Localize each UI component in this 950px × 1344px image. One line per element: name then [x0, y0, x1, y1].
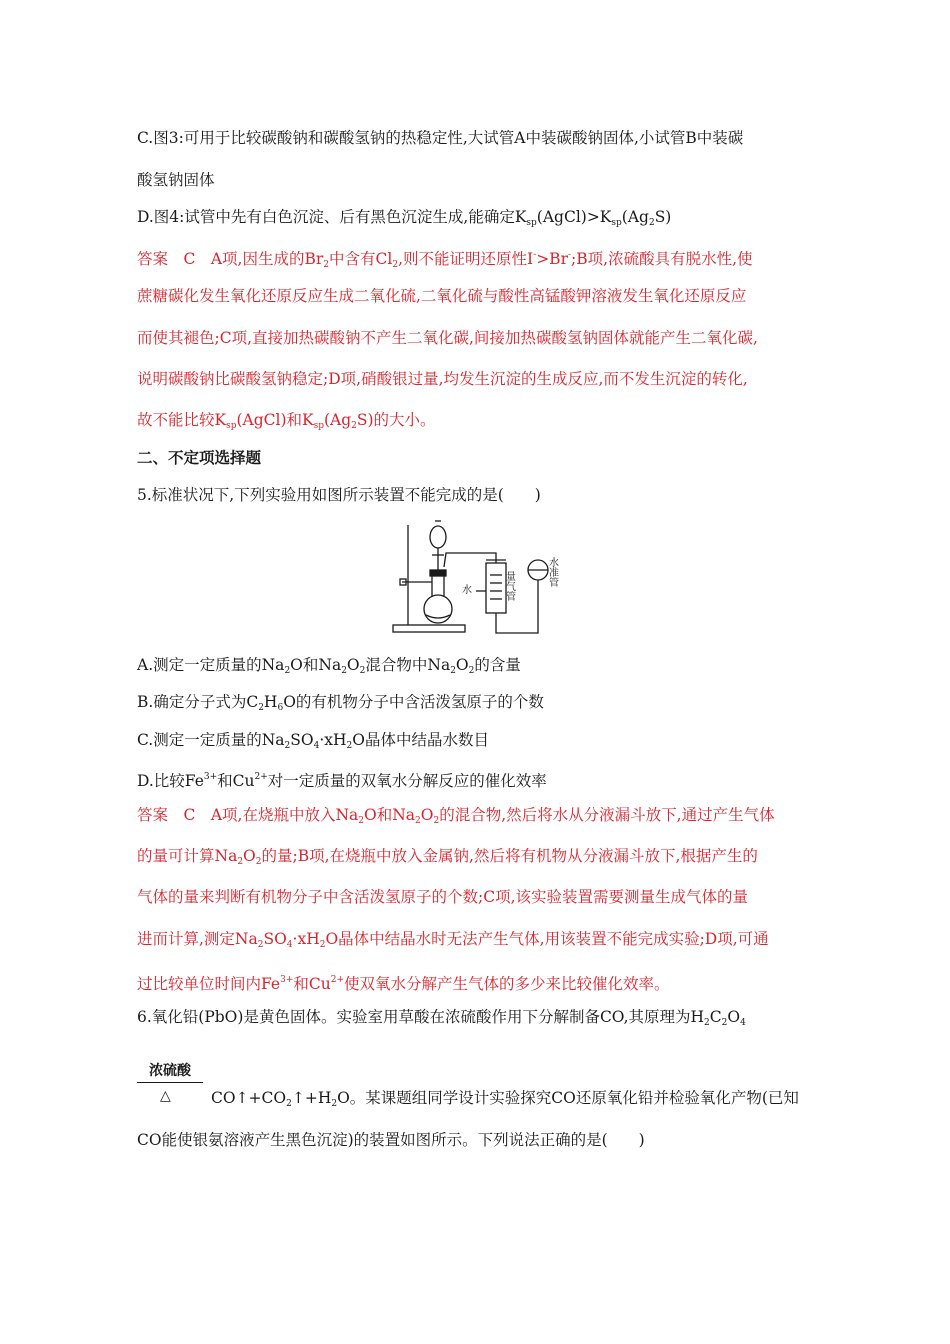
reaction-arrow-bar: [137, 1082, 203, 1083]
option-b: B.确定分子式为$C_2H_6O$的有机物分子中含活泼氢原子的个数: [137, 693, 544, 713]
condition-reagent: 浓硫酸: [149, 1063, 191, 1079]
option-c: C.测定一定质量的$Na_2SO_4\cdot xH_2O$晶体中结晶水数目: [137, 731, 489, 751]
answer-1-line5: 故不能比较$K_{sp}(AgCl)$和$K_{sp}(Ag_2S)$的大小。: [137, 411, 436, 431]
question-6-line1: 6.氧化铅(PbO)是黄色固体。实验室用草酸在浓硫酸作用下分解制备CO,其原理为$H_2C_2O_4$: [137, 1008, 746, 1028]
rubber-tube: [496, 580, 538, 633]
section-heading: 二、不定项选择题: [137, 449, 262, 467]
dropping-funnel: [430, 526, 446, 548]
apparatus-diagram: [388, 515, 568, 637]
question-6-line3: CO能使银氨溶液产生黑色沉淀)的装置如图所示。下列说法正确的是( ): [137, 1131, 645, 1149]
question-6-line2: $CO↑+CO_2↑+H_2O$。某课题组同学设计实验探究CO还原氧化铅并检验氧化产物(已知: [211, 1089, 799, 1109]
option-c-line1: C.图3:可用于比较碳酸钠和碳酸氢钠的热稳定性,大试管A中装碳酸钠固体,小试管B中装碳: [137, 129, 744, 147]
option-a: A.测定一定质量的$Na_2O$和$Na_2O_2$混合物中$Na_2O_2$的含量: [137, 656, 521, 676]
question-5: 5.标准状况下,下列实验用如图所示装置不能完成的是( ): [137, 486, 541, 504]
answer-2-line5: 过比较单位时间内$Fe^{3+}$和$Cu^{2+}$使双氧水分解产生气体的多少来比较催化效率。: [137, 975, 670, 993]
option-d-line: D.图4:试管中先有白色沉淀、后有黑色沉淀生成,能确定$K_{sp}(AgCl)>K_{sp}(Ag_2S)$: [137, 208, 672, 228]
label-gas-tube: 量气管: [503, 571, 515, 601]
answer-1-line4: 说明碳酸钠比碳酸氢钠稳定;D项,硝酸银过量,均发生沉淀的生成反应,而不发生沉淀的转化,: [137, 370, 748, 388]
reaction-condition: [137, 1060, 203, 1083]
label-leveling-tube: 水准管: [546, 557, 558, 587]
flask: [424, 595, 452, 623]
heat-symbol: △: [160, 1088, 171, 1104]
answer-2-line2: 的量可计算$Na_2O_2$的量;B项,在烧瓶中放入金属钠,然后将有机物从分液漏斗放下,根据产生的: [137, 847, 758, 867]
option-d: D.比较$Fe^{3+}$和$Cu^{2+}$对一定质量的双氧水分解反应的催化效率: [137, 772, 547, 790]
answer-2-line1: 答案 C A项,在烧瓶中放入$Na_2O$和$Na_2O_2$的混合物,然后将水从分液漏斗放下,通过产生气体: [137, 806, 775, 826]
answer-1-line2: 蔗糖碳化发生氧化还原反应生成二氧化硫,二氧化硫与酸性高锰酸钾溶液发生氧化还原反应: [137, 287, 747, 305]
option-c-line2: 酸氢钠固体: [137, 171, 215, 189]
answer-1-line1: 答案 C A项,因生成的$Br_2$中含有$Cl_2$,则不能证明还原性I->Br-;B项,浓硫酸具有脱水性,使: [137, 250, 753, 270]
stand-base: [393, 625, 465, 632]
answer-2-line4: 进而计算,测定$Na_2SO_4\cdot xH_2O$晶体中结晶水时无法产生气体,用该装置不能完成实验;D项,可通: [137, 930, 769, 950]
answer-2-line3: 气体的量来判断有机物分子中含活泼氢原子的个数;C项,该实验装置需要测量生成气体的量: [137, 888, 749, 906]
label-water: 水: [462, 585, 472, 596]
answer-1-line3: 而使其褪色;C项,直接加热碳酸钠不产生二氧化碳,间接加热碳酸氢钠固体就能产生二氧化碳,: [137, 329, 758, 347]
